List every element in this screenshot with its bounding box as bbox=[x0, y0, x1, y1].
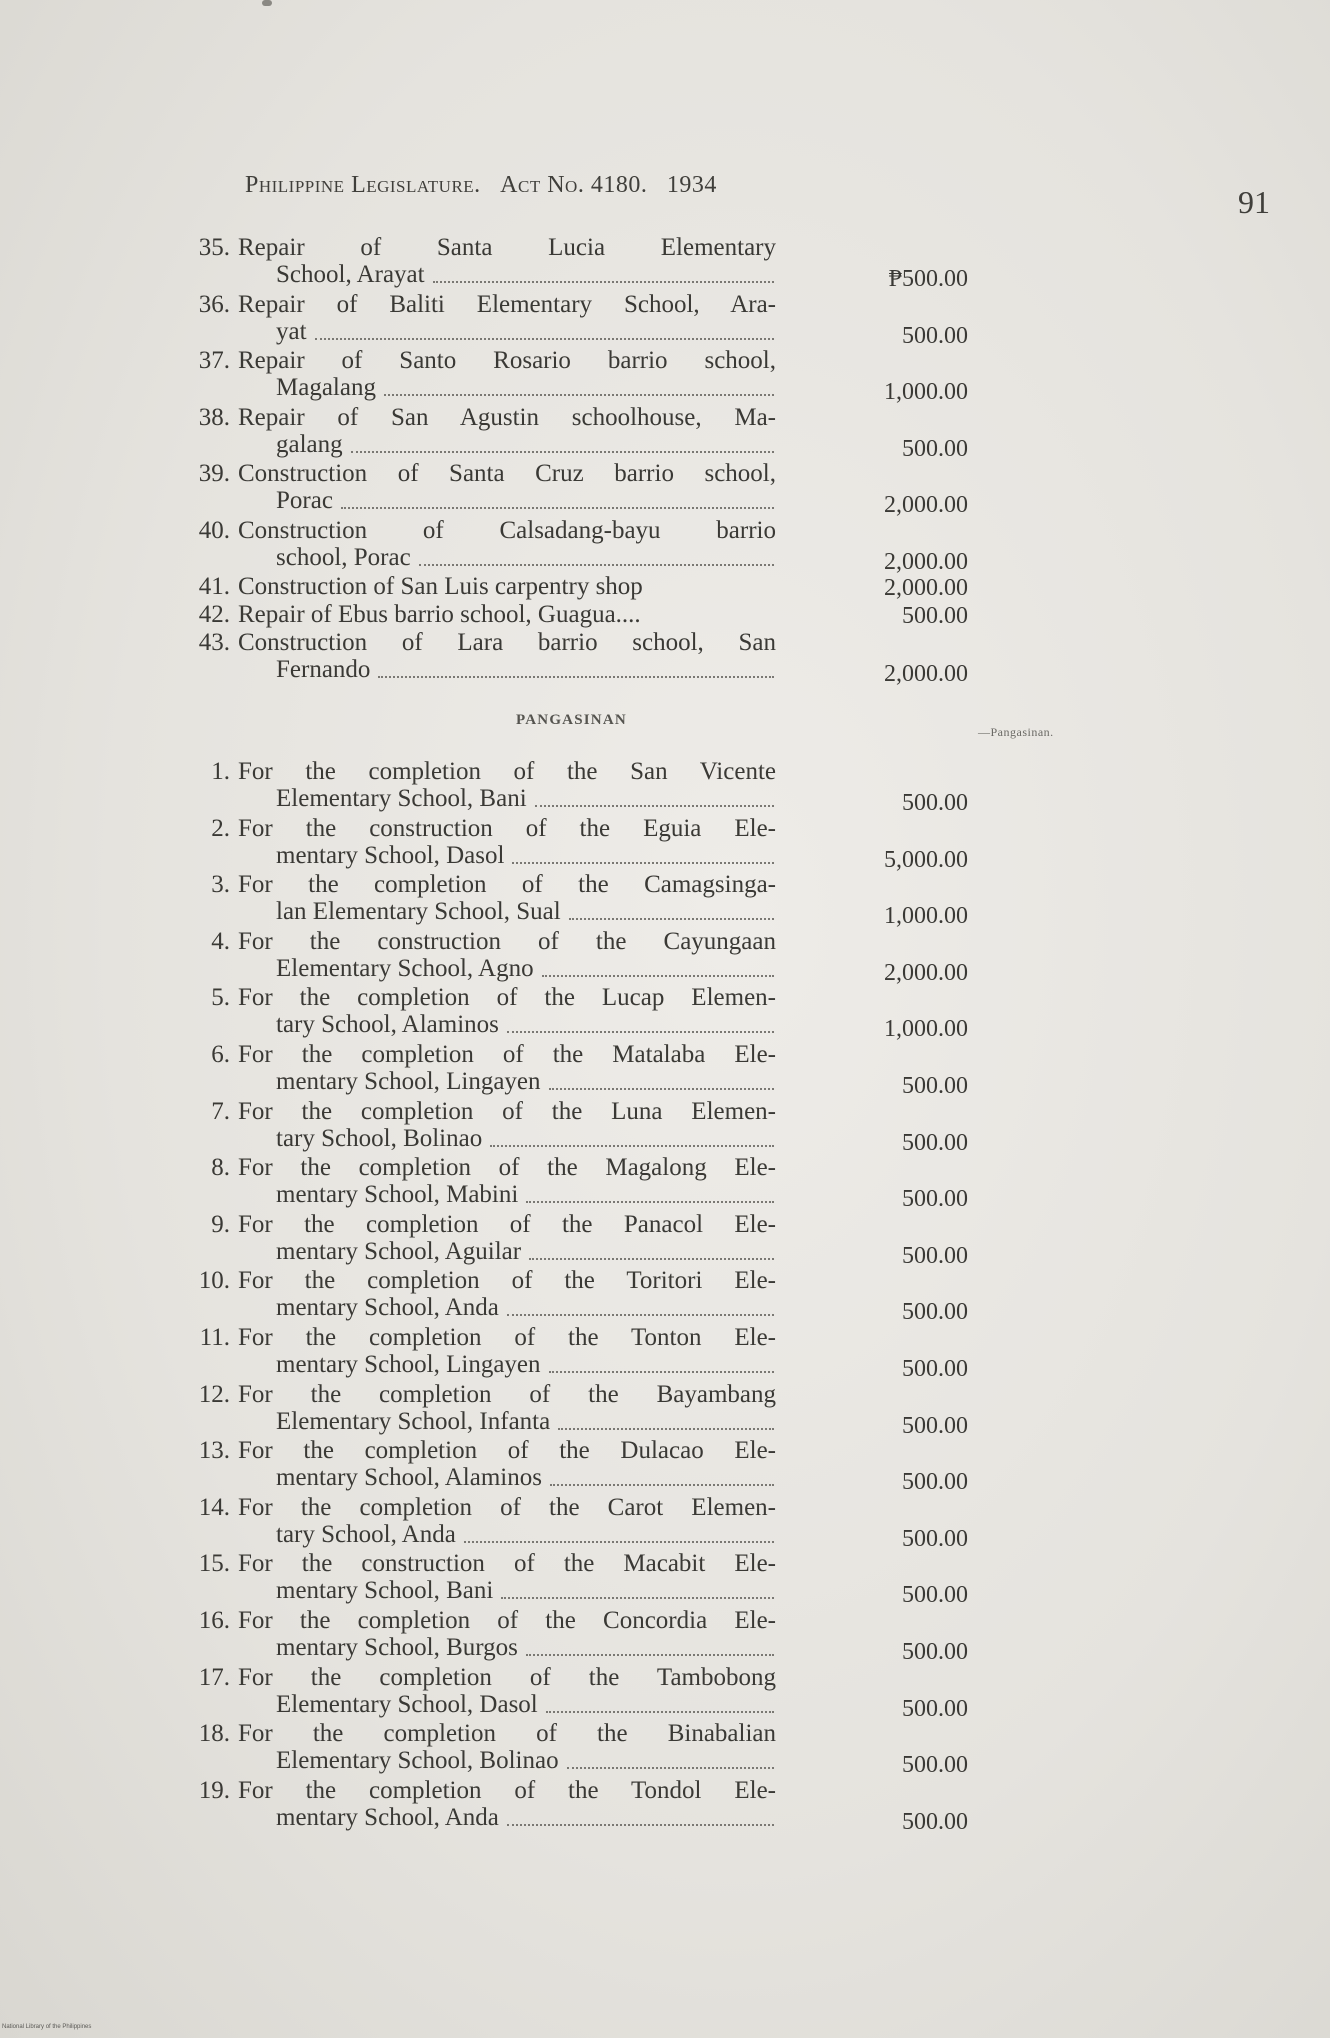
item-amount: 1,000.00 bbox=[884, 379, 968, 405]
leader-dots bbox=[529, 1258, 774, 1260]
item-text-line2-label: School, Arayat bbox=[276, 261, 425, 288]
item-text-line2-label: Elementary School, Bolinao bbox=[276, 1747, 559, 1775]
item-text-line1: For the completion of the Matalaba Ele- bbox=[238, 1041, 776, 1068]
item-number: 39. bbox=[198, 460, 230, 487]
item-text-line1: For the completion of the Dulacao Ele- bbox=[238, 1437, 776, 1465]
item-text-line1: For the construction of the Eguia Ele- bbox=[238, 814, 776, 842]
year: 1934 bbox=[666, 172, 717, 198]
item-number: 37. bbox=[198, 347, 230, 374]
item-text-line2 bbox=[276, 1408, 776, 1436]
margin-note: —Pangasinan. bbox=[978, 725, 1054, 739]
item-amount: 500.00 bbox=[902, 1695, 968, 1722]
leader-dots bbox=[501, 1597, 774, 1599]
item-number: 2. bbox=[211, 814, 230, 842]
item-amount: 500.00 bbox=[902, 1299, 968, 1326]
running-header bbox=[245, 172, 717, 199]
item-text-line2 bbox=[276, 1238, 776, 1266]
item-text-line2-label: school, Porac bbox=[276, 543, 411, 571]
item-number: 43. bbox=[198, 629, 230, 656]
item-text-line1: For the completion of the Panacol Ele- bbox=[238, 1210, 776, 1238]
item-text-line2 bbox=[276, 261, 776, 289]
leader-dots bbox=[550, 1484, 774, 1486]
item-text-line2 bbox=[276, 955, 776, 983]
item-text-line2-label: Elementary School, Dasol bbox=[276, 1690, 538, 1718]
item-text-line2-label: mentary School, Anda bbox=[276, 1803, 499, 1831]
item-number: 12. bbox=[198, 1380, 230, 1408]
item-text-line1: Construction of San Luis carpentry shop bbox=[238, 573, 643, 600]
item-text-line1: For the completion of the Tambobong bbox=[238, 1663, 776, 1691]
item-number: 1. bbox=[211, 758, 230, 785]
item-amount: 500.00 bbox=[902, 1242, 968, 1269]
item-amount: 500.00 bbox=[902, 1356, 968, 1382]
item-number: 15. bbox=[198, 1550, 230, 1578]
item-amount: 500.00 bbox=[902, 435, 968, 462]
item-text-line2 bbox=[276, 656, 776, 684]
item-number: 3. bbox=[211, 871, 230, 899]
leader-dots bbox=[526, 1654, 774, 1656]
item-number: 19. bbox=[198, 1776, 230, 1804]
item-text-line1: For the completion of the Luna Elemen- bbox=[238, 1097, 776, 1125]
item-text-line1: For the construction of the Cayungaan bbox=[238, 927, 776, 955]
item-number: 7. bbox=[211, 1097, 230, 1125]
item-text-line1: For the completion of the Tondol Ele- bbox=[238, 1776, 776, 1804]
item-text-line1: Repair of Santa Lucia Elementary bbox=[238, 234, 776, 261]
item-number: 8. bbox=[211, 1154, 230, 1182]
item-number: 42. bbox=[198, 601, 230, 628]
item-text-line2-label: Fernando bbox=[276, 656, 371, 683]
item-amount: 5,000.00 bbox=[884, 846, 968, 873]
leader-dots bbox=[419, 564, 774, 566]
item-text-line2 bbox=[276, 1351, 776, 1379]
item-text-line2 bbox=[276, 1294, 776, 1322]
item-text-line2-label: mentary School, Burgos bbox=[276, 1634, 518, 1661]
item-text-line2 bbox=[276, 1804, 776, 1832]
leader-dots bbox=[315, 338, 774, 340]
item-text-line2-label: mentary School, Alaminos bbox=[276, 1464, 542, 1492]
item-amount: 1,000.00 bbox=[884, 903, 968, 930]
item-text-line1: For the completion of the Binabalian bbox=[238, 1720, 776, 1748]
item-text-line2-label: tary School, Alaminos bbox=[276, 1011, 499, 1039]
leader-dots bbox=[433, 281, 774, 283]
item-text-line2-label: Elementary School, Infanta bbox=[276, 1407, 551, 1435]
item-text-line1: For the completion of the Magalong Ele- bbox=[238, 1154, 776, 1182]
item-text-line2-label: mentary School, Lingayen bbox=[276, 1351, 541, 1378]
item-text-line2-label: mentary School, Bani bbox=[276, 1577, 494, 1605]
item-text-line1: For the completion of the Camagsinga- bbox=[238, 871, 776, 899]
item-amount: ₱500.00 bbox=[888, 266, 968, 292]
item-text-line2-label: lan Elementary School, Sual bbox=[276, 898, 561, 926]
item-text-line2 bbox=[276, 374, 776, 402]
item-amount: 2,000.00 bbox=[884, 548, 968, 575]
leader-dots bbox=[567, 1767, 774, 1769]
item-amount: 500.00 bbox=[902, 790, 968, 816]
item-text-line2-label: Porac bbox=[276, 487, 333, 514]
leader-dots bbox=[542, 975, 774, 977]
item-text-line1: Repair of Santo Rosario barrio school, bbox=[238, 347, 776, 374]
leader-dots bbox=[507, 1031, 774, 1033]
leader-dots bbox=[526, 1201, 774, 1203]
item-text-line2 bbox=[276, 1521, 776, 1549]
item-text-line1: For the completion of the Tonton Ele- bbox=[238, 1324, 776, 1351]
leader-dots bbox=[535, 805, 774, 807]
leader-dots bbox=[507, 1824, 774, 1826]
leader-dots bbox=[464, 1541, 774, 1543]
item-number: 6. bbox=[211, 1041, 230, 1068]
item-text-line2 bbox=[276, 785, 776, 813]
item-text-line2 bbox=[276, 1125, 776, 1153]
item-text-line2 bbox=[276, 842, 776, 870]
item-number: 16. bbox=[198, 1607, 230, 1634]
item-amount: 500.00 bbox=[902, 1525, 968, 1552]
item-text-line1: Construction of Lara barrio school, San bbox=[238, 629, 776, 656]
item-number: 5. bbox=[211, 984, 230, 1012]
item-number: 10. bbox=[198, 1267, 230, 1295]
item-text-line2-label: mentary School, Mabini bbox=[276, 1181, 519, 1209]
item-text-line2-label: galang bbox=[276, 430, 343, 458]
leader-dots bbox=[546, 1711, 774, 1713]
item-text-line2 bbox=[276, 1691, 776, 1719]
item-text-line2 bbox=[276, 1011, 776, 1039]
item-amount: 1,000.00 bbox=[884, 1016, 968, 1043]
footer-credit: National Library of the Philippines bbox=[2, 2024, 92, 2030]
leader-dots bbox=[507, 1314, 774, 1316]
item-number: 9. bbox=[211, 1210, 230, 1238]
item-text-line1: For the completion of the Carot Elemen- bbox=[238, 1493, 776, 1521]
item-text-line2 bbox=[276, 1464, 776, 1492]
item-number: 11. bbox=[199, 1324, 230, 1351]
item-text-line2-label: yat bbox=[276, 317, 307, 345]
item-number: 38. bbox=[198, 403, 230, 431]
item-number: 13. bbox=[198, 1437, 230, 1465]
item-amount: 500.00 bbox=[902, 603, 968, 629]
leader-dots bbox=[490, 1145, 774, 1147]
item-text-line1: For the completion of the Concordia Ele- bbox=[238, 1607, 776, 1634]
leader-dots bbox=[341, 507, 774, 509]
item-text-line1: For the construction of the Macabit Ele- bbox=[238, 1550, 776, 1578]
item-amount: 500.00 bbox=[902, 1073, 968, 1099]
leader-dots bbox=[549, 1088, 774, 1090]
leader-dots bbox=[549, 1371, 774, 1373]
item-text-line2-label: Magalang bbox=[276, 374, 376, 401]
item-text-line2-label: mentary School, Aguilar bbox=[276, 1237, 522, 1265]
item-amount: 2,000.00 bbox=[884, 661, 968, 687]
item-text-line2 bbox=[276, 1068, 776, 1096]
item-number: 36. bbox=[198, 290, 230, 318]
page-number: 91 bbox=[1238, 184, 1270, 220]
item-text-line2-label: mentary School, Lingayen bbox=[276, 1068, 541, 1095]
item-text-line1: For the completion of the Toritori Ele- bbox=[238, 1267, 776, 1295]
item-amount: 500.00 bbox=[902, 1582, 968, 1609]
section-heading: PANGASINAN bbox=[516, 712, 627, 728]
item-text-line1: For the completion of the Lucap Elemen- bbox=[238, 984, 776, 1012]
item-amount: 500.00 bbox=[902, 322, 968, 349]
item-text-line1: Repair of Baliti Elementary School, Ara- bbox=[238, 290, 776, 318]
item-number: 40. bbox=[198, 516, 230, 544]
item-text-line1: Repair of San Agustin schoolhouse, Ma- bbox=[238, 403, 776, 431]
item-text-line2-label: mentary School, Anda bbox=[276, 1294, 499, 1322]
item-number: 41. bbox=[198, 573, 230, 600]
item-text-line1: Repair of Ebus barrio school, Guagua.... bbox=[238, 601, 641, 628]
leader-dots bbox=[384, 394, 774, 396]
leader-dots bbox=[558, 1428, 774, 1430]
item-text-line1: For the completion of the Bayambang bbox=[238, 1380, 776, 1408]
item-text-line2 bbox=[276, 431, 776, 459]
act-number: Act No. 4180. bbox=[500, 172, 648, 198]
item-amount: 500.00 bbox=[902, 1412, 968, 1439]
item-text-line2-label: mentary School, Dasol bbox=[276, 841, 505, 869]
item-text-line2 bbox=[276, 318, 776, 346]
item-amount: 2,000.00 bbox=[884, 492, 968, 518]
item-text-line1: Construction of Santa Cruz barrio school, bbox=[238, 460, 776, 487]
item-text-line2 bbox=[276, 544, 776, 572]
leader-dots bbox=[512, 862, 774, 864]
item-amount: 500.00 bbox=[902, 1808, 968, 1835]
item-number: 35. bbox=[198, 234, 230, 261]
item-text-line2-label: Elementary School, Bani bbox=[276, 785, 527, 812]
running-title: Philippine Legislature. bbox=[245, 172, 481, 198]
item-text-line2 bbox=[276, 898, 776, 926]
item-number: 14. bbox=[198, 1493, 230, 1521]
item-number: 4. bbox=[211, 927, 230, 955]
item-text-line1: Construction of Calsadang-bayu barrio bbox=[238, 516, 776, 544]
item-text-line2 bbox=[276, 1747, 776, 1775]
item-text-line2 bbox=[276, 1181, 776, 1209]
item-amount: 500.00 bbox=[902, 1469, 968, 1496]
item-number: 17. bbox=[198, 1663, 230, 1691]
item-number: 18. bbox=[198, 1720, 230, 1748]
item-amount: 500.00 bbox=[902, 1129, 968, 1156]
item-amount: 500.00 bbox=[902, 1639, 968, 1665]
item-amount: 2,000.00 bbox=[884, 575, 968, 601]
item-text-line2-label: tary School, Anda bbox=[276, 1520, 456, 1548]
item-amount: 500.00 bbox=[902, 1186, 968, 1213]
leader-dots bbox=[351, 451, 774, 453]
item-text-line2 bbox=[276, 1634, 776, 1662]
item-text-line2 bbox=[276, 487, 776, 515]
item-text-line2 bbox=[276, 1577, 776, 1605]
ink-smudge bbox=[262, 0, 272, 6]
item-text-line2-label: tary School, Bolinao bbox=[276, 1124, 483, 1152]
leader-dots bbox=[378, 676, 774, 678]
item-amount: 2,000.00 bbox=[884, 959, 968, 986]
item-text-line2-label: Elementary School, Agno bbox=[276, 954, 534, 982]
item-amount: 500.00 bbox=[902, 1752, 968, 1779]
item-text-line1: For the completion of the San Vicente bbox=[238, 758, 776, 785]
leader-dots bbox=[569, 918, 774, 920]
